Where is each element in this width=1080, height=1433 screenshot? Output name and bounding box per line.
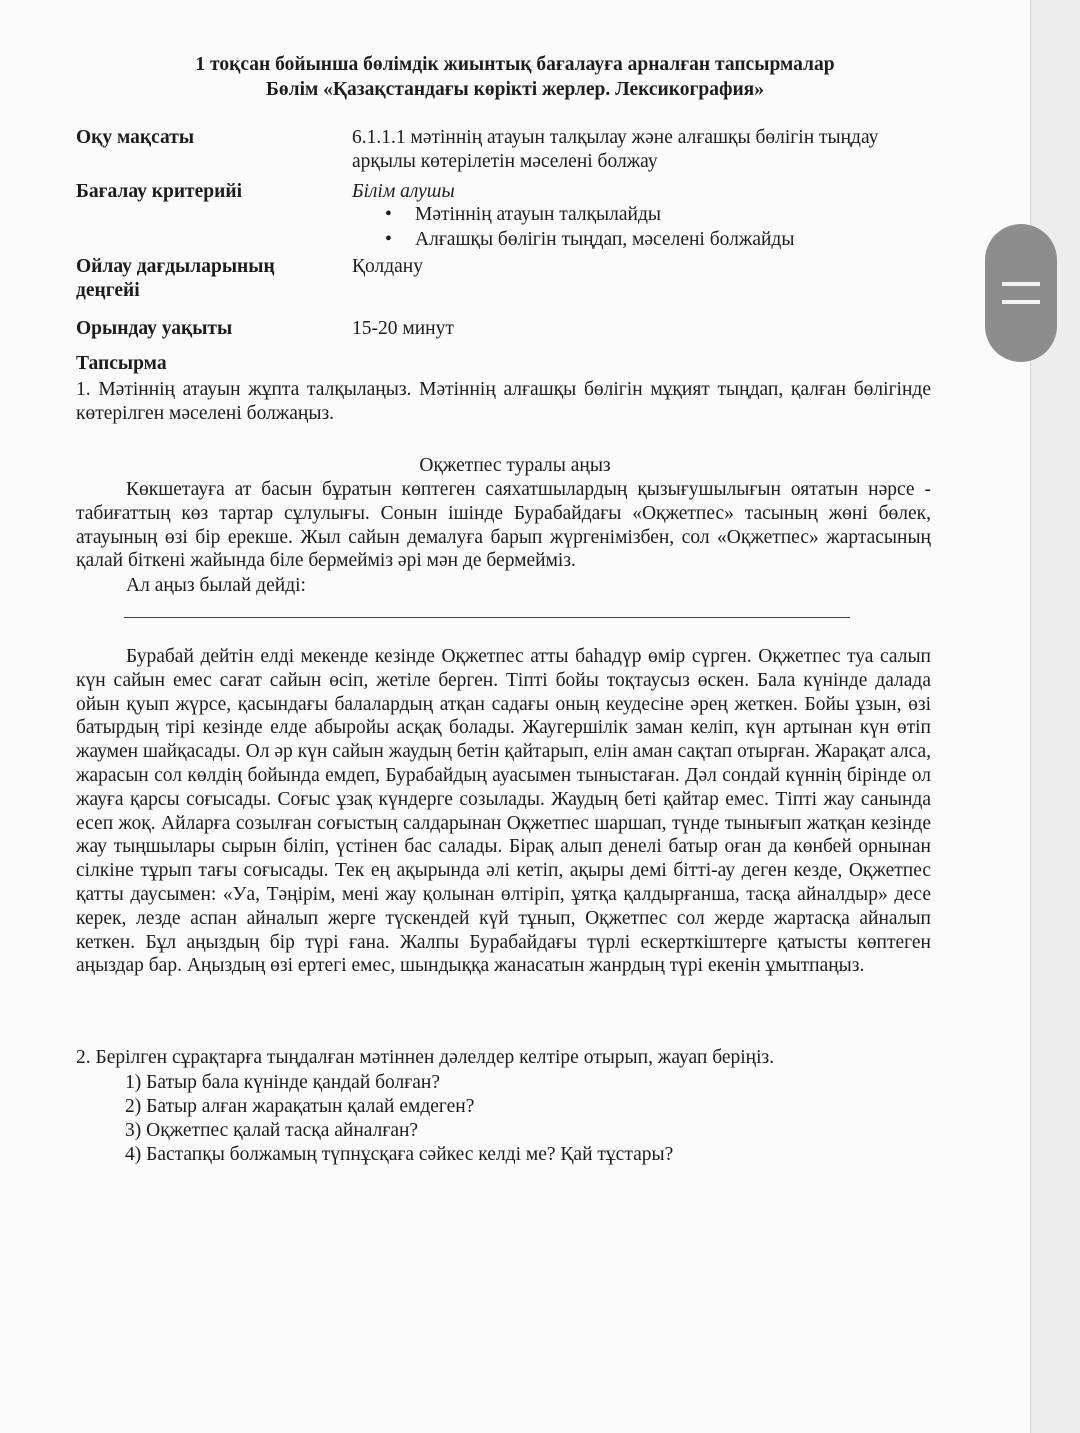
goal-value-line-2: арқылы көтерілетін мәселені болжау: [352, 151, 658, 172]
bullet-icon: •: [385, 229, 392, 250]
time-value: 15-20 минут: [352, 318, 454, 339]
thinking-value: Қолдану: [352, 256, 423, 277]
story-body: Бурабай дейтін елді мекенде кезінде Оқжетпес атты баһадүр өмір сүрген. Оқжетпес туа салып күн сайын емес сағат сайын өсіп, жетіле берген. Тіпті бойы тоқтаусыз өскен. Бала күнінде далада ойын қуып жүрсе, қасындағы балалардың атқан садағы оның кеудесіне әрең жеткен. Бойы ұзын, өзі батырдың тірі кезінде елде абыройы асқақ болады. Жаугершілік заман келіп, күн артынан күн өтіп жаумен шайқасады. Ол әр күн сайын жаудың бетін қайтарып, елін аман сақтап отырған. Жарақат алса, жарасын сол көлдің бойында емдеп, Бурабайдың ауасымен тыныстаған. Дәл сондай күннің бірінде ол жауға қарсы соғысады. Соғыс ұзақ күндерге созылады. Жаудың беті қайтар емес. Тіпті жау санында есеп жоқ. Айларға созылған соғыстың салдарынан Оқжетпес шаршап, түнде тынығып жатқан кезінде жау тыңшылары сырын біліп, үстінен бас салады. Бірақ алып денелі батыр оған да көнбей орнынан сілкіне тұрып тағы соғысады. Тек ең ақырында әлі кетіп, ақыры демі бітті-ау деген кезде, Оқжетпес қатты даусымен: «Уа, Тәңірім, мені жау қолынан өлтіріп, ұятқа қалдырғанша, тасқа айналдыр» десе керек, лезде аспан айналып жерге түскендей күй тұнып, Оқжетпес сол жерде жартасқа айналып кеткен. Бұл аңыздың бір түрі ғана. Жалпы Бурабайдағы түрлі ескерткіштерге қатысты көптеген аңыздар бар. Аңыздың өзі ертегі емес, шындыққа жанасатын жанрдың түрі екенін ұмытпаңыз.: [76, 646, 931, 977]
question-item: 3) Оқжетпес қалай тасқа айналған?: [125, 1120, 419, 1141]
header-line-2: Бөлім «Қазақстандағы көрікті жерлер. Лексикография»: [266, 79, 764, 100]
bullet-icon: •: [385, 204, 392, 225]
question-item: 4) Бастапқы болжамың түпнұсқаға сәйкес келді ме? Қай тұстары?: [125, 1144, 674, 1165]
divider-line: [124, 617, 850, 618]
task-title: Тапсырма: [76, 353, 167, 374]
legend-intro: Ал аңыз былай дейді:: [126, 575, 306, 596]
question-item: 1) Батыр бала күнінде қандай болған?: [125, 1072, 441, 1093]
task-instruction: 1. Мәтіннің атауын жұпта талқылаңыз. Мәтіннің алғашқы бөлігін мұқият тыңдап, қалған бөлігінде көтерілген мәселені болжаңыз.: [76, 379, 931, 424]
drag-handle-icon: [1002, 282, 1040, 304]
story-intro: Көкшетауға ат басын бұратын көптеген саяхатшылардың қызығушылығын оятатын нәрсе - табиғаттың көз тартар сұлулығы. Сонын ішінде Бурабайдағы «Оқжетпес» тасының жөні бөлек, атауының өзі бір ерекше. Жыл сайын демалуға барып жүргенімізбен, сол «Оқжетпес» жартасының қалай біткені жайында біле бермейміз әрі мән де бермейміз.: [76, 479, 931, 572]
goal-value-line-1: 6.1.1.1 мәтіннің атауын талқылау және алғашқы бөлігін тыңдау: [352, 127, 879, 148]
time-label: Орындау уақыты: [76, 318, 233, 339]
thinking-label: Ойлау дағдыларының деңгейі: [76, 256, 275, 301]
goal-value: [352, 126, 937, 174]
scroll-handle[interactable]: [985, 224, 1057, 362]
story-title: Оқжетпес туралы аңыз: [419, 455, 611, 476]
criteria-label: Бағалау критерийі: [76, 181, 243, 202]
header-line-1: 1 тоқсан бойынша бөлімдік жиынтық бағалауға арналған тапсырмалар: [195, 54, 835, 75]
document-header: [0, 52, 1030, 102]
questions-intro: 2. Берілген сұрақтарға тыңдалған мәтіннен дәлелдер келтіре отырып, жауап беріңіз.: [76, 1047, 775, 1068]
criteria-item: • Мәтіннің атауын талқылайды: [385, 204, 662, 225]
criteria-item: • Алғашқы бөлігін тыңдап, мәселені болжайды: [385, 229, 795, 250]
criteria-intro: Білім алушы: [352, 181, 455, 202]
question-item: 2) Батыр алған жарақатын қалай емдеген?: [125, 1096, 475, 1117]
goal-label: Оқу мақсаты: [76, 127, 195, 148]
